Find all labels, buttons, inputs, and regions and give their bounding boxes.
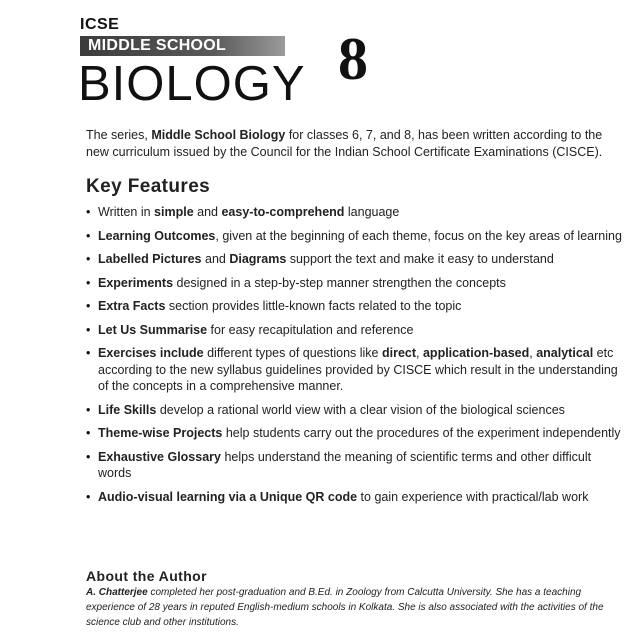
feature-text: section provides little-known facts related to the topic: [165, 299, 462, 313]
author-bio: [86, 585, 626, 630]
feature-item: [86, 425, 626, 442]
feature-text: to gain experience with practical/lab work: [357, 489, 589, 504]
feature-bold-text: Exhaustive Glossary: [98, 449, 221, 464]
intro-paragraph: [86, 127, 626, 161]
feature-bold-text: Learning Outcomes: [98, 228, 216, 243]
feature-bold-text: easy-to-comprehend: [221, 205, 345, 219]
feature-bold-text: application-based: [422, 346, 530, 360]
intro-after: for classes 6, 7, and 8, has been written according to the new curriculum issued by the Council for the Indian School Certificate Examinations (CISCE).: [86, 128, 603, 159]
feature-item: [86, 345, 626, 395]
feature-bold-text: Audio-visual learning via a Unique QR code: [98, 489, 358, 504]
feature-text: , given at the beginning of each theme, focus on the key areas of learning: [215, 228, 622, 243]
feature-bold-text: Exercises include: [98, 346, 204, 360]
intro-series-name: Middle School Biology: [151, 128, 286, 142]
feature-text: and: [201, 252, 230, 266]
feature-item: [86, 228, 626, 245]
feature-text: Written in: [98, 205, 155, 219]
feature-bold-text: direct: [381, 346, 417, 360]
feature-text: help students carry out the procedures of the experiment independently: [222, 426, 621, 440]
feature-bold-text: Experiments: [98, 275, 174, 290]
intro-before: The series,: [86, 128, 152, 142]
feature-text: designed in a step-by-step manner strengthen the concepts: [173, 275, 506, 290]
feature-text: language: [344, 205, 400, 219]
feature-item: [86, 489, 626, 506]
feature-text: support the text and make it easy to understand: [286, 252, 554, 266]
feature-item: [86, 251, 626, 268]
feature-bold-text: simple: [154, 205, 194, 219]
feature-text: helps understand the meaning of scientific terms and other difficult words: [98, 449, 592, 480]
feature-text: for easy recapitulation and reference: [207, 322, 414, 337]
feature-text: ,: [529, 346, 537, 360]
key-features-list: [86, 204, 626, 512]
author-name: A. Chatterjee: [86, 587, 148, 598]
feature-bold-text: analytical: [536, 346, 594, 360]
feature-item: [86, 275, 626, 292]
feature-item: [86, 298, 626, 315]
logo-series-prefix: ICSE: [80, 16, 120, 33]
feature-item: [86, 322, 626, 339]
feature-text: different types of questions like: [203, 346, 382, 360]
author-bio-text: completed her post-graduation and B.Ed. in Zoology from Calcutta University. She has a teaching experience of 28 years in reputed English-medium schools in Kolkata. She is also associated with the activities of the science club and other institutions.: [86, 587, 604, 628]
about-author-heading: About the Author: [86, 568, 207, 584]
feature-item: [86, 204, 626, 221]
feature-item: [86, 449, 626, 482]
feature-bold-text: Life Skills: [98, 402, 157, 417]
logo-subject: BIOLOGY: [78, 57, 306, 111]
feature-bold-text: Labelled Pictures: [98, 252, 202, 266]
feature-text: ,: [416, 346, 423, 360]
grade-number: 8: [338, 26, 368, 92]
feature-bold-text: Extra Facts: [98, 299, 166, 313]
feature-item: [86, 402, 626, 419]
feature-bold-text: Diagrams: [229, 252, 287, 266]
feature-text: and: [193, 205, 222, 219]
key-features-heading: Key Features: [86, 176, 211, 197]
feature-text: develop a rational world view with a clear vision of the biological sciences: [156, 402, 565, 417]
series-logo: [78, 16, 306, 111]
feature-text: etc according to the new syllabus guidelines provided by CISCE which result in the understanding of the concepts in a comprehensive manner.: [98, 346, 618, 393]
feature-bold-text: Let Us Summarise: [98, 322, 208, 337]
logo-band: MIDDLE SCHOOL: [80, 36, 285, 56]
feature-bold-text: Theme-wise Projects: [98, 426, 223, 440]
